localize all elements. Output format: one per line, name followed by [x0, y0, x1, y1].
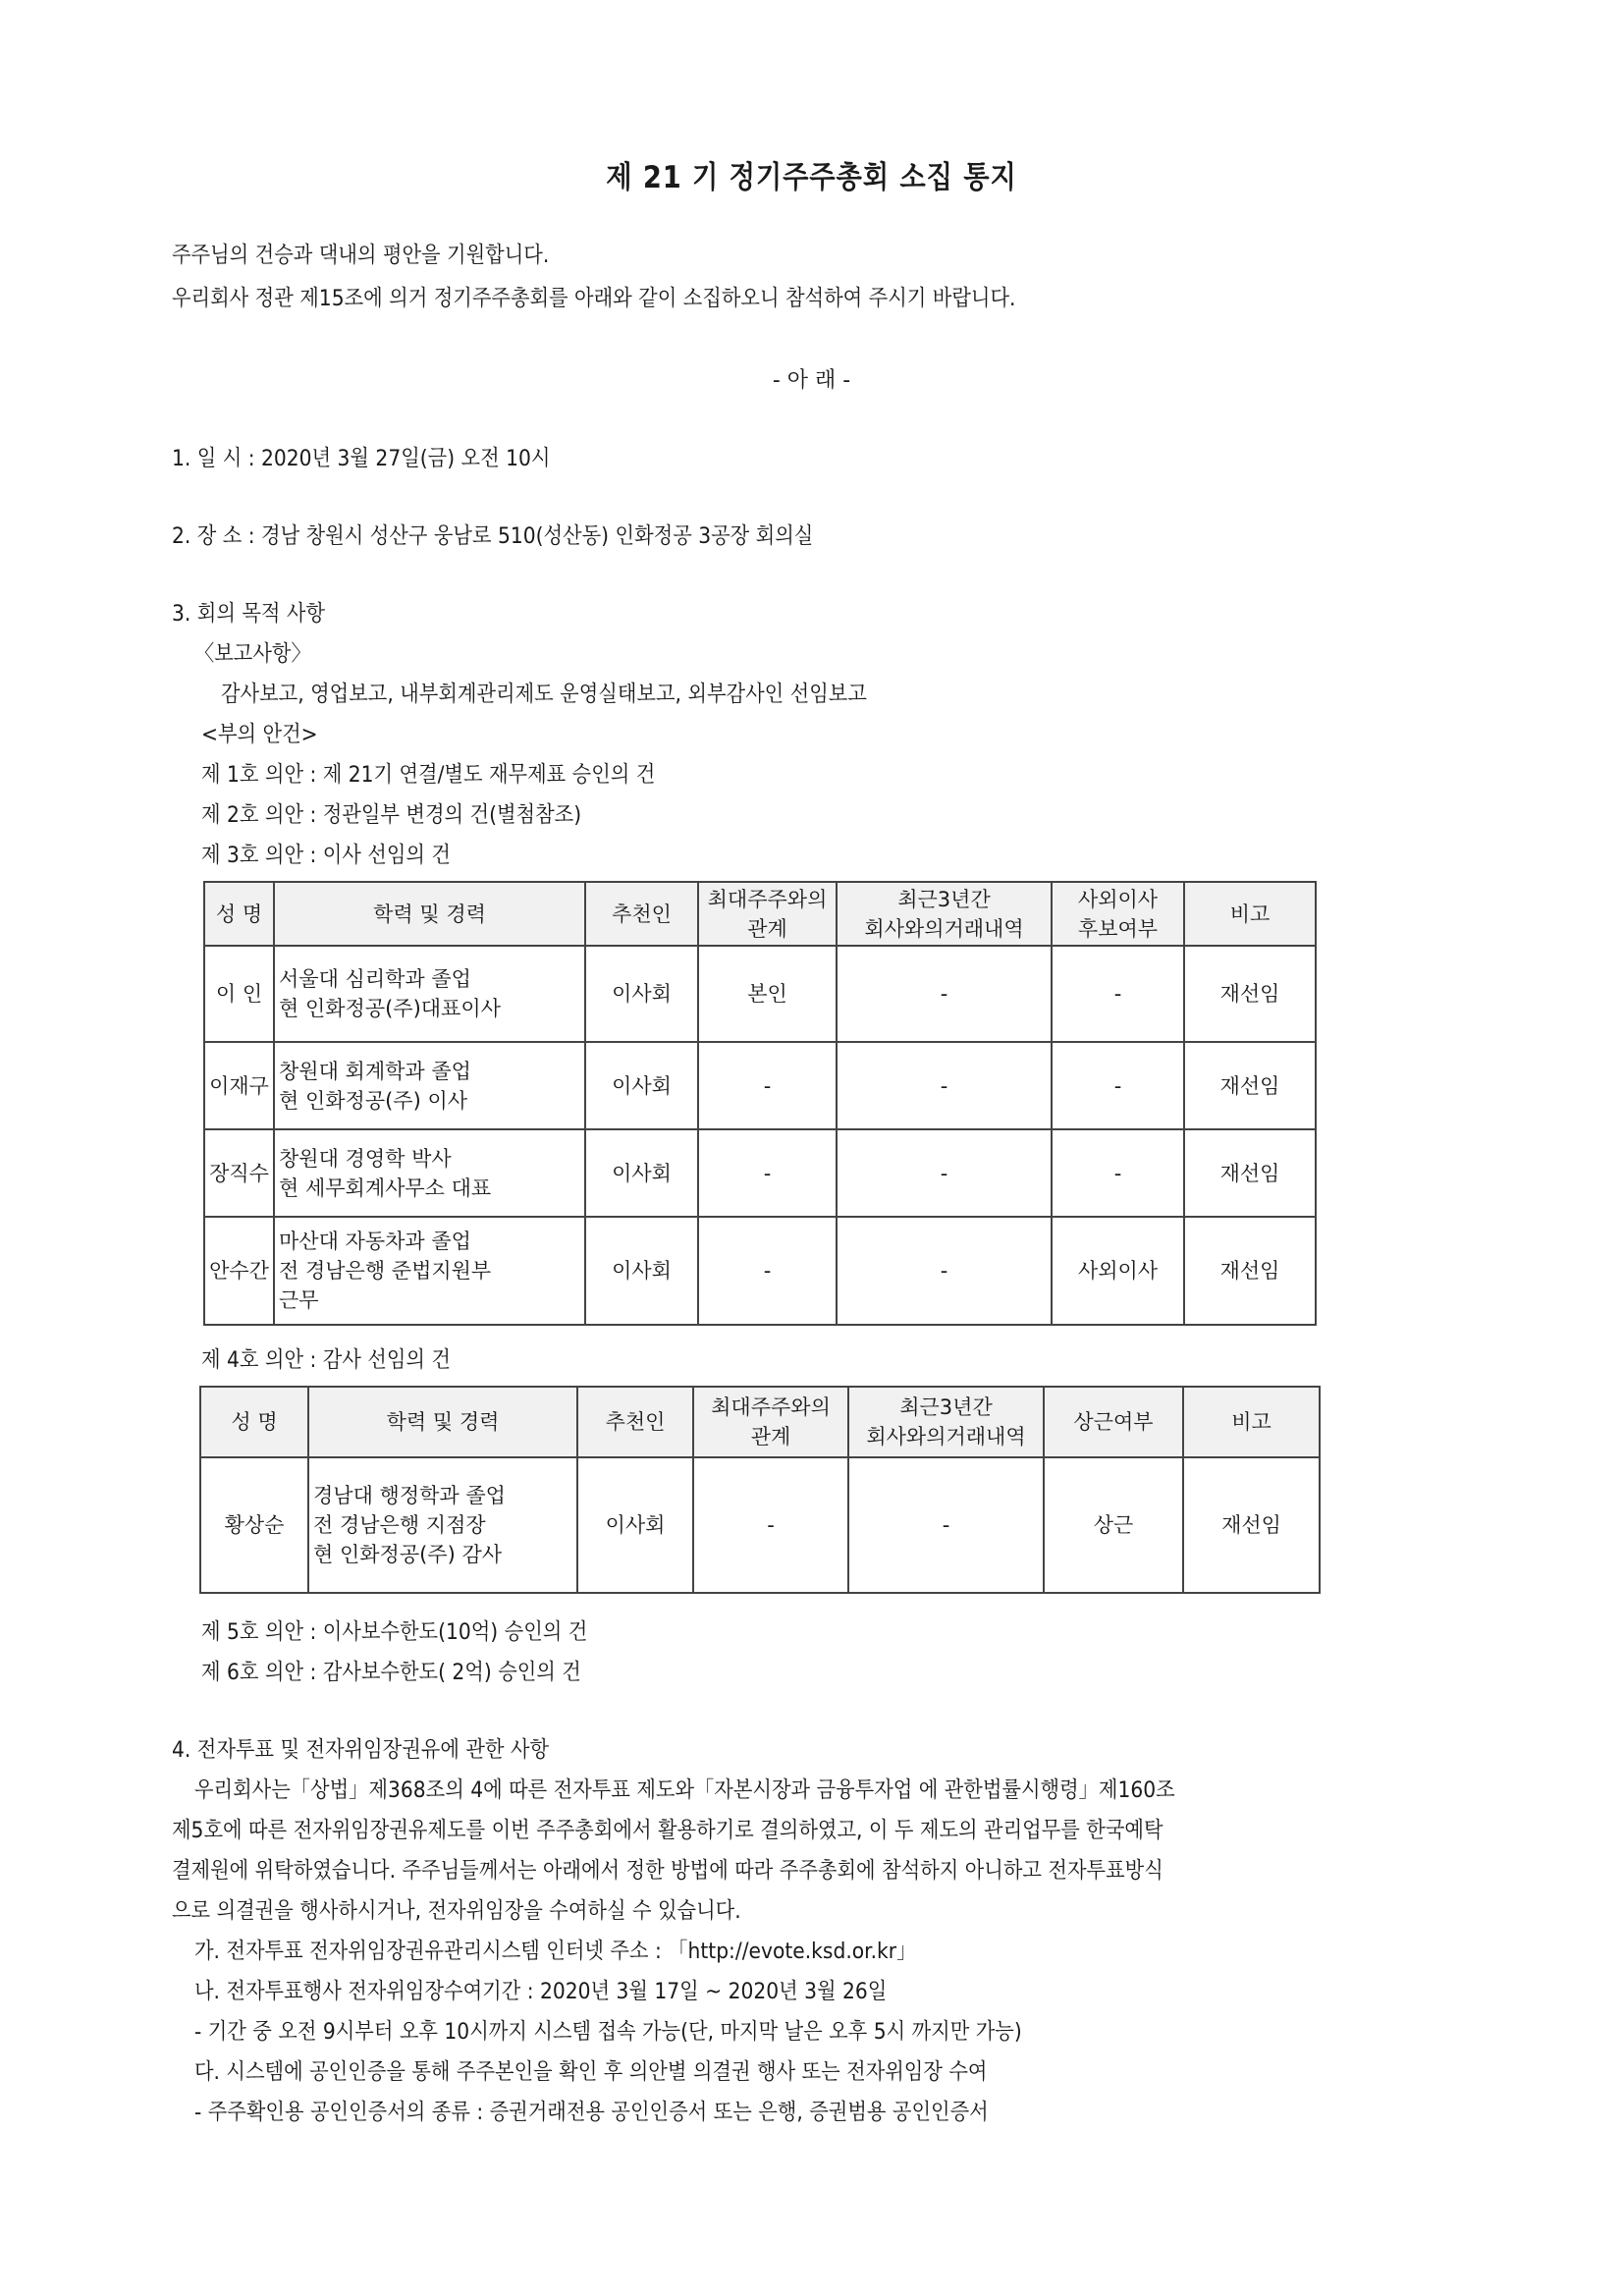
- cell-name: 이 인: [204, 946, 274, 1042]
- cell-recommender: 이사회: [585, 1042, 698, 1129]
- header-recommender: 추천인: [585, 882, 698, 946]
- cell-outside-director: -: [1052, 1042, 1184, 1129]
- cell-recommender: 이사회: [577, 1457, 693, 1593]
- greeting-line-2: 우리회사 정관 제15조에 의거 정기주주총회를 아래와 같이 소집하오니 참석하여 주시기 바랍니다.: [172, 286, 1016, 311]
- cell-recommender: 이사회: [585, 1129, 698, 1217]
- table-row: [204, 1217, 1316, 1325]
- agenda-heading: 3. 회의 목적 사항: [172, 601, 326, 627]
- cell-outside-director: -: [1052, 1129, 1184, 1217]
- evote-certificate-note: - 주주확인용 공인인증서의 종류 : 증권거래전용 공인인증서 또는 은행, 증권범용 공인인증서: [194, 2100, 989, 2125]
- evote-period-note: - 기간 중 오전 9시부터 오후 10시까지 시스템 접속 가능(단, 마지막 날은 오후 5시 까지만 가능): [194, 2019, 1022, 2045]
- cell-relation: -: [698, 1129, 837, 1217]
- evote-paragraph-line-1: 우리회사는「상법」제368조의 4에 따른 전자투표 제도와「자본시장과 금융투자업 에 관한법률시행령」제160조: [194, 1777, 1175, 1803]
- agenda-item-4: 제 4호 의안 : 감사 선임의 건: [201, 1347, 451, 1373]
- header-transactions: 최근3년간 회사와의거래내역: [837, 882, 1052, 946]
- cell-transactions: -: [837, 1129, 1052, 1217]
- table-row: [204, 946, 1316, 1042]
- cell-career: 서울대 심리학과 졸업 현 인화정공(주)대표이사: [274, 946, 585, 1042]
- cell-outside-director: 사외이사: [1052, 1217, 1184, 1325]
- report-label: 〈보고사항〉: [194, 641, 311, 667]
- cell-fulltime: 상근: [1044, 1457, 1183, 1593]
- cell-career: 경남대 행정학과 졸업 전 경남은행 지점장 현 인화정공(주) 감사: [308, 1457, 577, 1593]
- cell-transactions: -: [837, 1217, 1052, 1325]
- evote-paragraph-line-3: 결제원에 위탁하였습니다. 주주님들께서는 아래에서 정한 방법에 따라 주주총회에 참석하지 아니하고 전자투표방식: [172, 1858, 1163, 1884]
- cell-transactions: -: [837, 946, 1052, 1042]
- evote-heading: 4. 전자투표 및 전자위임장권유에 관한 사항: [172, 1737, 550, 1763]
- header-career: 학력 및 경력: [274, 882, 585, 946]
- cell-name: 안수간: [204, 1217, 274, 1325]
- meeting-place: 2. 장 소 : 경남 창원시 성산구 웅남로 510(성산동) 인화정공 3공장 회의실: [172, 523, 814, 549]
- cell-note: 재선임: [1184, 1129, 1316, 1217]
- header-note: 비고: [1184, 882, 1316, 946]
- table-row: [200, 1457, 1320, 1593]
- evote-system-url: 가. 전자투표 전자위임장권유관리시스템 인터넷 주소 : 「http://evote.ksd.or.kr」: [194, 1939, 917, 1964]
- evote-paragraph-line-2: 제5호에 따른 전자위임장권유제도를 이번 주주총회에서 활용하기로 결의하였고, 이 두 제도의 관리업무를 한국예탁: [172, 1818, 1163, 1843]
- evote-paragraph-line-4: 으로 의결권을 행사하시거나, 전자위임장을 수여하실 수 있습니다.: [172, 1898, 741, 1924]
- agenda-item-3: 제 3호 의안 : 이사 선임의 건: [201, 843, 451, 868]
- cell-relation: -: [693, 1457, 848, 1593]
- table-row: [204, 1129, 1316, 1217]
- director-candidates-table: [203, 881, 1317, 1326]
- cell-note: 재선임: [1183, 1457, 1320, 1593]
- header-transactions: 최근3년간 회사와의거래내역: [848, 1387, 1044, 1457]
- cell-name: 황상순: [200, 1457, 308, 1593]
- header-name: 성 명: [200, 1387, 308, 1457]
- header-relation: 최대주주와의 관계: [693, 1387, 848, 1457]
- table-header-row: [204, 882, 1316, 946]
- cell-recommender: 이사회: [585, 946, 698, 1042]
- cell-note: 재선임: [1184, 946, 1316, 1042]
- header-fulltime: 상근여부: [1044, 1387, 1183, 1457]
- agenda-label: <부의 안건>: [201, 722, 318, 747]
- table-row: [204, 1042, 1316, 1129]
- meeting-date: 1. 일 시 : 2020년 3월 27일(금) 오전 10시: [172, 446, 551, 471]
- cell-career: 창원대 경영학 박사 현 세무회계사무소 대표: [274, 1129, 585, 1217]
- greeting-line-1: 주주님의 건승과 댁내의 평안을 기원합니다.: [172, 243, 550, 268]
- header-note: 비고: [1183, 1387, 1320, 1457]
- agenda-item-6: 제 6호 의안 : 감사보수한도( 2억) 승인의 건: [201, 1660, 581, 1685]
- cell-career: 창원대 회계학과 졸업 현 인화정공(주) 이사: [274, 1042, 585, 1129]
- header-career: 학력 및 경력: [308, 1387, 577, 1457]
- auditor-candidate-table: [199, 1386, 1321, 1594]
- cell-relation: 본인: [698, 946, 837, 1042]
- header-outside-director: 사외이사 후보여부: [1052, 882, 1184, 946]
- agenda-item-5: 제 5호 의안 : 이사보수한도(10억) 승인의 건: [201, 1619, 588, 1645]
- cell-transactions: -: [837, 1042, 1052, 1129]
- header-recommender: 추천인: [577, 1387, 693, 1457]
- cell-recommender: 이사회: [585, 1217, 698, 1325]
- table-header-row: [200, 1387, 1320, 1457]
- evote-method: 다. 시스템에 공인인증을 통해 주주본인을 확인 후 의안별 의결권 행사 또는 전자위임장 수여: [194, 2059, 988, 2085]
- header-name: 성 명: [204, 882, 274, 946]
- header-relation: 최대주주와의 관계: [698, 882, 837, 946]
- cell-transactions: -: [848, 1457, 1044, 1593]
- evote-period: 나. 전자투표행사 전자위임장수여기간 : 2020년 3월 17일 ~ 2020년 3월 26일: [194, 1979, 888, 2004]
- cell-relation: -: [698, 1042, 837, 1129]
- cell-note: 재선임: [1184, 1042, 1316, 1129]
- cell-outside-director: -: [1052, 946, 1184, 1042]
- report-text: 감사보고, 영업보고, 내부회계관리제도 운영실태보고, 외부감사인 선임보고: [221, 682, 867, 707]
- cell-career: 마산대 자동차과 졸업 전 경남은행 준법지원부 근무: [274, 1217, 585, 1325]
- page-title: 제 21 기 정기주주총회 소집 통지: [606, 160, 1017, 195]
- cell-note: 재선임: [1184, 1217, 1316, 1325]
- cell-name: 장직수: [204, 1129, 274, 1217]
- cell-name: 이재구: [204, 1042, 274, 1129]
- agenda-item-2: 제 2호 의안 : 정관일부 변경의 건(별첨참조): [201, 802, 582, 828]
- agenda-item-1: 제 1호 의안 : 제 21기 연결/별도 재무제표 승인의 건: [201, 762, 656, 788]
- section-divider-mark: - 아 래 -: [772, 368, 851, 393]
- cell-relation: -: [698, 1217, 837, 1325]
